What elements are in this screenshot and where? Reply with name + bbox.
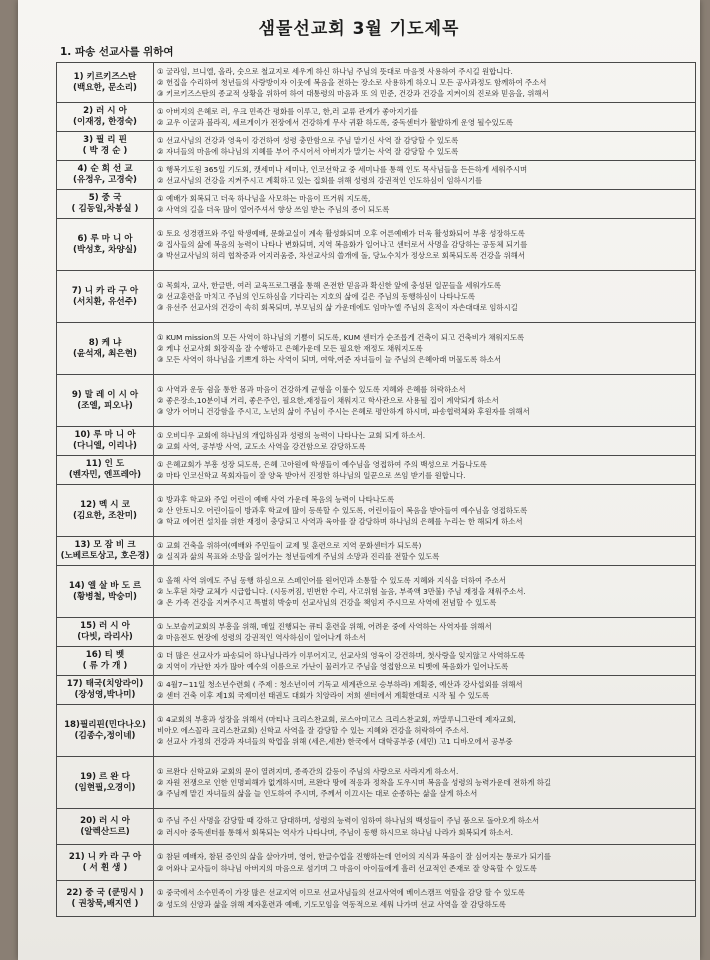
- country-label: 18)필리핀(민다나오): [64, 719, 146, 730]
- prayer-items-cell: [154, 881, 696, 917]
- prayer-item: ① 아버지의 은혜로 러, 우크 민족간 평화를 이루고, 한,러 교류 관계가 좋아지기를: [157, 106, 418, 116]
- prayer-item: ② 선교사님의 건강을 지켜주시고 계획하고 있는 집회를 위해 성령의 강권적인 인도하심이 임하시기를: [157, 176, 483, 185]
- country-label: 5) 중 국: [88, 193, 122, 203]
- country-label: 1) 키르키즈스탄: [73, 71, 137, 82]
- prayer-items-cell: [154, 132, 696, 161]
- prayer-items-cell: [154, 63, 696, 103]
- missionary-cell: [57, 537, 154, 566]
- missionary-names: (벤자민, 엔프레아): [68, 470, 142, 480]
- missionary-names: ( 권창묵,배지연 ): [71, 898, 139, 909]
- missionary-cell: [57, 757, 154, 809]
- prayer-item: ① 주님 주신 사명을 감당할 때 강하고 담대하며, 성령의 능력이 임하여 하나님의 백성들이 주님 품으로 돌아오게 하소서: [157, 816, 540, 826]
- missionary-cell: [57, 705, 154, 757]
- table-row: [57, 618, 696, 647]
- prayer-item: ① 노보술끼교회의 부흥을 위해, 매일 진행되는 큐티 훈련을 위해, 어려운 중에 사역하는 사역자를 위해서: [157, 621, 492, 631]
- table-row: [57, 537, 696, 566]
- country-label: 8) 케 냐: [88, 337, 122, 348]
- missionary-names: (유정우, 고경숙): [73, 175, 137, 185]
- table-row: [57, 103, 696, 132]
- missionary-names: (이재경, 한경숙): [73, 117, 137, 127]
- country-label: 13) 모 잠 비 크: [74, 540, 136, 550]
- prayer-items-cell: [154, 161, 696, 190]
- prayer-item: ③ 온 가족 건강을 지켜주시고 특별히 박숭미 선교사님의 건강을 책임져 주시므로 사역에 전념할 수 있도록: [157, 598, 497, 608]
- prayer-item: ③ 학교 에어컨 설치를 위한 재정이 충당되고 사역과 육아를 잘 감당하며 하나님의 은혜를 누리는 한 해되게 하소서: [157, 517, 523, 527]
- missionary-cell: [57, 132, 154, 161]
- prayer-item: ① 더 많은 선교사가 파송되어 하나님나라가 이루어지고, 선교사의 영육이 강건하며, 첫사랑을 잊지않고 사역하도록: [157, 650, 525, 660]
- prayer-items-cell: [154, 809, 696, 845]
- missionary-cell: [57, 845, 154, 881]
- prayer-item: ② 집사들의 삶에 복음의 능력이 나타나 변화되며, 지역 복음화가 일어나고 센터로서 사명을 감당하는 공동체 되기를: [157, 239, 528, 249]
- table-row: [57, 757, 696, 809]
- prayer-items-cell: [154, 271, 696, 323]
- prayer-item: ① 토요 성경캠프와 주일 학생예배, 문화교실이 계속 활성화되며 오후 어른예배가 더욱 활성화되어 부흥 성장하도록: [157, 228, 525, 238]
- prayer-item: ① 사역과 운동 쉼을 통한 몸과 마음이 건강하게 균형을 이룰수 있도록 지혜와 은혜를 허락하소서: [157, 384, 466, 394]
- country-label: 20) 러 시 아: [80, 815, 130, 826]
- prayer-item: ① 4월7~11일 청소년수련회 ( 주제 : 청소년이여 기독교 세계관으로 승부하라) 계획중, 예산과 강사섭외를 위해서: [157, 679, 523, 689]
- missionary-cell: [57, 323, 154, 375]
- table-row: [57, 845, 696, 881]
- missionary-cell: [57, 161, 154, 190]
- prayer-item: ① 굴라임, 브니엘, 올라, 숫으로 철교지로 세우게 하신 하나님 주님의 뜻대로 마음껏 사용하여 주시길 원합니다.: [157, 66, 513, 76]
- prayer-item: ② 산 안토니오 어린이들이 방과후 학교에 많이 등록할 수 있도록, 어린이들이 복음을 받아들여 예수님을 영접하도록: [157, 505, 528, 515]
- prayer-item: ① 올해 사역 위에도 주님 동행 하심으로 스페인어를 원어민과 소통할 수 있도록 지혜와 지식을 더하여 주소서: [157, 575, 506, 585]
- prayer-item: ② 헌집을 수리하여 청년들의 사랑방이자 이웃에 복음을 전하는 장소로 사용하게 하오니 모든 공사과정도 함께하여 주소서: [157, 77, 547, 87]
- prayer-table: [56, 62, 696, 917]
- prayer-item: ② 선교훈련을 마치고 주님의 인도하심을 기다리는 지호의 삶에 길은 주님의 동행하심이 나타나도록: [157, 291, 476, 301]
- prayer-item: ③ 주님께 맡긴 자녀들의 삶을 늘 인도하여 주시며, 주께서 이끄시는 대로 순종하는 삶을 살게 하소서: [157, 789, 478, 799]
- missionary-names: ( 서 휜 생 ): [82, 862, 128, 873]
- missionary-cell: [57, 647, 154, 676]
- prayer-item: ② 케냐 선교사회 회장직을 잘 수행하고 은혜가운데 모든 필요한 재정도 채워지도록: [157, 343, 423, 353]
- prayer-item: ② 자녀들의 마음에 하나님의 지혜를 부어 주시어서 아버지가 말기는 사역 잘 감당할 수 있도록: [157, 147, 459, 156]
- country-label: 9) 말 레 이 시 아: [71, 389, 139, 400]
- prayer-item: ② 러시아 중독센터를 통해서 회복되는 역사가 나타나며, 주님이 동행 하시므로 하나님 나라가 회복되게 하소서.: [157, 827, 514, 837]
- table-row: [57, 427, 696, 456]
- table-row: [57, 705, 696, 757]
- country-label: 6) 루 마 니 아: [77, 233, 133, 244]
- table-row: [57, 63, 696, 103]
- prayer-item: ② 노후된 차량 교체가 시급합니다. (시동꺼짐, 빈번한 수리, 사고위험 높음, 부족액 3만불) 주님 재정을 채워주소서.: [157, 586, 526, 596]
- missionary-names: (임현필,오경이): [74, 782, 136, 793]
- missionary-cell: [57, 103, 154, 132]
- country-label: 11) 인 도: [85, 459, 125, 469]
- country-label: 21) 니 카 라 구 아: [68, 851, 142, 862]
- missionary-names: (김종수,정이네): [74, 730, 136, 741]
- prayer-item: ③ 박선교사님의 허리 협착증과 어지러움증, 차선교사의 쓸개에 돌, 당뇨수치가 정상으로 회복되도록 건강을 위해서: [157, 251, 525, 261]
- missionary-names: ( 류 가 개 ): [82, 661, 128, 671]
- country-label: 10) 루 마 니 아: [74, 430, 136, 440]
- prayer-item: ① 르완다 신학교와 교회의 문이 열려지며, 종족간의 갈등이 주님의 사랑으로 사라지게 하소서.: [157, 766, 459, 776]
- prayer-item: ① 교회 건축을 위하여(예배와 주민들이 교제 및 훈련으로 지역 문화센터가 되도록): [157, 540, 422, 550]
- missionary-cell: [57, 676, 154, 705]
- prayer-items-cell: [154, 375, 696, 427]
- missionary-cell: [57, 63, 154, 103]
- missionary-names: (조엘, 피오나): [77, 400, 133, 411]
- prayer-item: ① 선교사님의 건강과 영육이 강건하여 성령 충만함으로 주님 맡기신 사역 잘 감당할 수 있도록: [157, 135, 459, 145]
- prayer-item: ① 은혜교회가 부흥 성장 되도록, 은혜 고아원에 학생들이 예수님을 영접하여 주의 백성으로 거듭나도록: [157, 459, 487, 469]
- country-label: 15) 러 시 아: [80, 621, 130, 631]
- prayer-item: ① 행복기도원 365일 기도회, 캣세미나 세미나, 인코선학교 중 세미나를 통해 인도 목사님들을 든든하게 세워주시며: [157, 164, 528, 174]
- prayer-item: ① 목회자, 교사, 한글반, 여러 교육프로그램을 통해 온전한 믿음과 확신한 앞에 충성된 일꾼들을 세워가도록: [157, 280, 502, 290]
- prayer-items-cell: [154, 757, 696, 809]
- table-row: [57, 271, 696, 323]
- country-label: 12) 멕 시 코: [80, 499, 130, 510]
- missionary-cell: [57, 809, 154, 845]
- prayer-item: ① 방과후 학교와 주일 어린이 예배 사역 가운데 복음의 능력이 나타나도록: [157, 494, 395, 504]
- prayer-item: ① KUM mission의 모든 사역이 하나님의 기쁨이 되도록, KUM 센터가 순조롭게 건축이 되고 건축비가 채워지도록: [157, 332, 525, 342]
- prayer-item: ② 지역이 가난한 자가 많아 예수의 이름으로 가난이 물러가고 주님을 영접함으로 티벳에 복음화가 일어나도록: [157, 662, 509, 671]
- prayer-item: ① 오비디우 교회에 하나님의 개입하심과 성령의 능력이 나타나는 교회 되게 하소서.: [157, 430, 426, 440]
- prayer-items-cell: [154, 676, 696, 705]
- table-row: [57, 132, 696, 161]
- prayer-item: ③ 키르키즈스탄의 종교적 상황을 위하여 하여 대통령의 마음과 또 의 민준, 건강과 건강을 지켜이의 진로와 믿음을, 위해서: [157, 89, 549, 99]
- missionary-cell: [57, 427, 154, 456]
- table-row: [57, 161, 696, 190]
- missionary-names: (황병철, 박숭미): [73, 591, 137, 602]
- country-label: 22) 중 국 (쿤밍시 ): [66, 887, 144, 898]
- missionary-names: (박성호, 차양실): [73, 244, 137, 255]
- prayer-item: ① 4교회의 부흥과 성장을 위해서 (마티나 크리스찬교회, 로스아미고스 크리스찬교회, 까말루니그란데 제자교회,: [157, 714, 516, 724]
- prayer-items-cell: [154, 103, 696, 132]
- missionary-cell: [57, 456, 154, 485]
- country-label: 14) 엘 살 바 도 르: [68, 580, 142, 591]
- prayer-item: ③ 양가 어머니 건강함을 주시고, 노년의 삶이 주님이 주시는 은혜로 평안하게 하시며, 파송협력체와 후원자를 위해서: [157, 407, 530, 417]
- prayer-items-cell: [154, 845, 696, 881]
- missionary-names: (다니엘, 이리나): [73, 441, 137, 451]
- country-label: 7) 니 카 라 구 아: [71, 285, 139, 296]
- prayer-item: ② 실직과 삶의 목표와 소망을 잃어가는 청년들에게 주님의 소망과 진리를 전할수 있도록: [157, 552, 440, 561]
- prayer-item: ② 좋은장소,10분이내 거리, 좋은주인, 필요한,재정들이 채워지고 학사관으로 사용될 집이 계약되게 하소서: [157, 395, 499, 405]
- country-label: 17) 태국(치앙라이): [66, 679, 144, 689]
- prayer-item: ② 마타 인코신학교 목회자들이 잘 양육 받아서 진정한 하나님의 일꾼으로 쓰임 받기를 원합니다.: [157, 471, 466, 480]
- section-heading: 1. 파송 선교사를 위하여: [60, 46, 174, 58]
- missionary-cell: [57, 485, 154, 537]
- prayer-item: ② 사역의 길을 더욱 많이 열어주셔서 향상 쓰임 받는 주님의 종이 되도록: [157, 205, 390, 214]
- table-row: [57, 647, 696, 676]
- table-row: [57, 323, 696, 375]
- missionary-cell: [57, 190, 154, 219]
- missionary-cell: [57, 618, 154, 647]
- missionary-names: (노베르토상고, 호은경): [60, 551, 150, 561]
- table-row: [57, 219, 696, 271]
- table-row: [57, 190, 696, 219]
- missionary-names: (김요한, 조찬미): [73, 510, 137, 521]
- document-title: 샘물선교회 3월 기도제목: [258, 19, 460, 39]
- table-row: [57, 566, 696, 618]
- prayer-items-cell: [154, 190, 696, 219]
- missionary-names: (다빗, 라리사): [77, 632, 133, 642]
- prayer-item: ② 어와나 교사들이 하나님 아버지의 마음으로 섬기며 그 마음이 아이들에게 흘러 선교적인 존재로 잘 양육할 수 있도록: [157, 863, 537, 873]
- missionary-cell: [57, 881, 154, 917]
- prayer-item: ③ 유선주 선교사의 건강이 속히 회복되며, 부모님의 삶 가운데에도 임마누엘 주님의 흔적이 자손대대로 임하시길: [157, 303, 518, 313]
- prayer-items-cell: [154, 618, 696, 647]
- table-row: [57, 809, 696, 845]
- prayer-item: ③ 모든 사역이 하나님을 기쁘게 하는 사역이 되며, 여학,여준 자녀들이 늘 주님의 은혜아래 머물도록 하소서: [157, 355, 502, 365]
- missionary-cell: [57, 566, 154, 618]
- missionary-names: ( 박 경 순 ): [82, 146, 128, 156]
- table-row: [57, 881, 696, 917]
- prayer-item: 비아오 에스꼴라 크리스찬교회) 신학교 사역을 잘 감당할 수 있는 지혜와 건강을 허락하여 주소서.: [157, 725, 469, 735]
- missionary-names: (백요한, 문소리): [73, 82, 137, 93]
- missionary-cell: [57, 271, 154, 323]
- prayer-items-cell: [154, 705, 696, 757]
- prayer-items-cell: [154, 219, 696, 271]
- prayer-items-cell: [154, 456, 696, 485]
- prayer-item: ② 교회 사역, 공부방 사역, 교도소 사역을 강건함으로 감당하도록: [157, 442, 366, 451]
- missionary-names: (알렉산드르): [80, 826, 130, 837]
- country-label: 4) 순 회 선 교: [77, 164, 133, 174]
- prayer-item: ② 교우 이굴과 블라직, 세르게이가 전장에서 건강하게 무사 귀환 하도록, 중독센터가 활발하게 운영 될수있도록: [157, 118, 514, 127]
- missionary-cell: [57, 375, 154, 427]
- missionary-names: ( 김동일,차봉실 ): [71, 204, 139, 214]
- prayer-item: ② 선교사 가정의 건강과 자녀들의 학업을 위해 (세은,세찬) 한국에서 대학공부중 (세민) 고1 디바오에서 공부중: [157, 737, 513, 747]
- prayer-item: ① 예배가 회복되고 더욱 하나님을 사모하는 마음이 뜨거워 지도록,: [157, 193, 371, 203]
- missionary-names: (서치환, 유선주): [73, 296, 137, 307]
- prayer-document: [18, 0, 700, 960]
- missionary-names: (장성영,박나미): [74, 690, 136, 700]
- prayer-items-cell: [154, 427, 696, 456]
- prayer-item: ① 중국에서 소수민족이 가장 많은 선교지역 이므로 선교사님들의 선교사역에 베이스캠프 역할을 감당 할 수 있도록: [157, 888, 525, 898]
- prayer-items-cell: [154, 537, 696, 566]
- table-row: [57, 456, 696, 485]
- prayer-item: ② 센터 건축 이후 제1회 국제미션 태권도 대회가 치앙라이 저희 센터에서 계획한대로 시작 될 수 있도록: [157, 691, 490, 700]
- prayer-item: ② 성도의 신앙과 삶을 위해 제자훈련과 예배, 기도모임을 역동적으로 세워 나가며 선교 사역을 잘 감당하도록: [157, 899, 506, 909]
- prayer-item: ② 마음전도 현장에 성령의 강권적인 역사하심이 일어나게 하소서: [157, 633, 366, 642]
- country-label: 2) 러 시 아: [83, 106, 127, 116]
- table-row: [57, 375, 696, 427]
- prayer-items-cell: [154, 485, 696, 537]
- missionary-cell: [57, 219, 154, 271]
- prayer-items-cell: [154, 566, 696, 618]
- missionary-names: (윤석재, 최은현): [73, 348, 137, 359]
- table-row: [57, 485, 696, 537]
- prayer-items-cell: [154, 323, 696, 375]
- prayer-item: ② 자원 전쟁으로 인한 인명피해가 없게하시며, 르완다 땅에 적응과 정착을 도우시며 복음을 성령의 능력가운데 전하게 하길: [157, 777, 552, 787]
- country-label: 3) 필 리 핀: [83, 135, 127, 145]
- table-row: [57, 676, 696, 705]
- prayer-item: ① 참된 예배자, 참된 증인의 삶을 살아가며, 영어, 한글수업을 진행하는데 언어의 지식과 복음이 잘 심어지는 통로가 되기를: [157, 852, 551, 862]
- prayer-items-cell: [154, 647, 696, 676]
- country-label: 19) 르 완 다: [80, 771, 130, 782]
- country-label: 16) 티 벳: [85, 650, 125, 660]
